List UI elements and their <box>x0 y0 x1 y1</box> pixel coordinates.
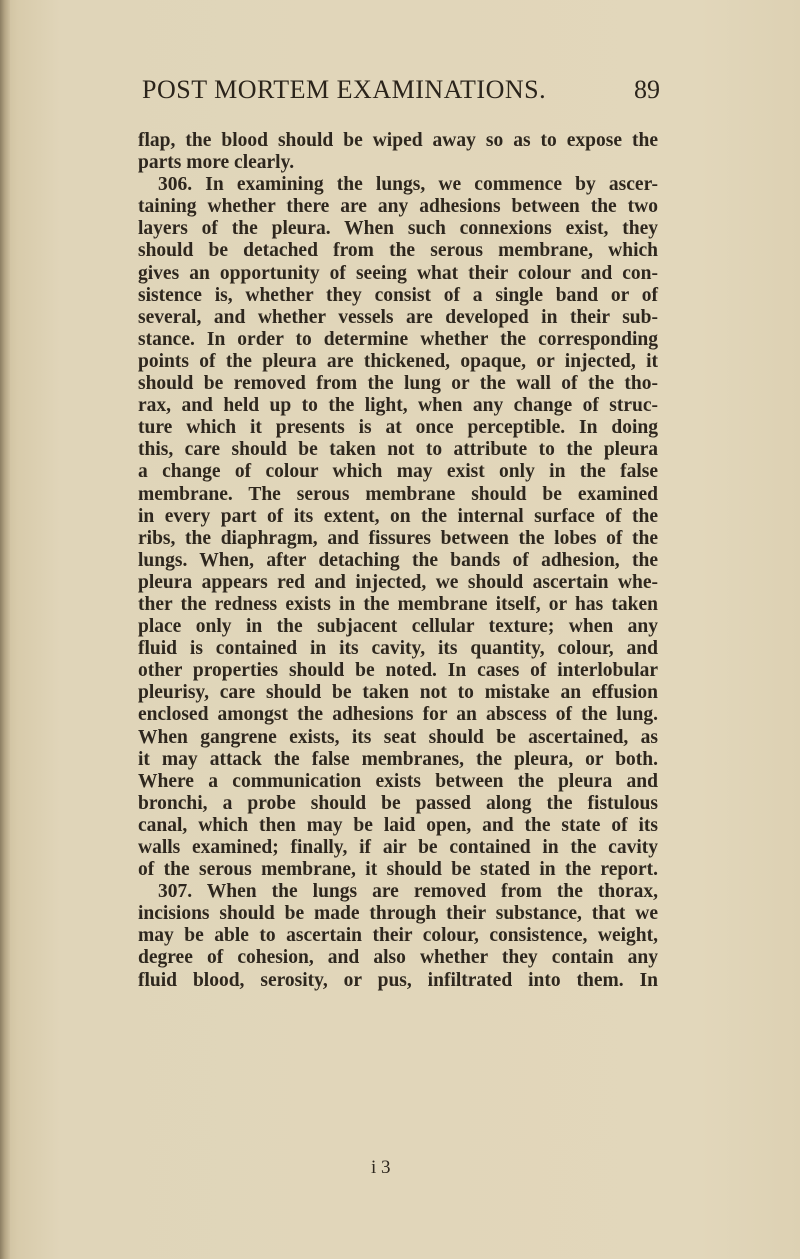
text-line: walls examined; finally, if air be contained in the cavity <box>138 837 658 858</box>
text-line: layers of the pleura. When such connexions exist, they <box>138 218 658 240</box>
text-line: a change of colour which may exist only in the false <box>138 461 658 483</box>
text-line: degree of cohesion, and also whether they contain any <box>138 947 658 969</box>
text-line: place only in the subjacent cellular texture; when any <box>138 616 658 638</box>
text-line: When gangrene exists, its seat should be ascertained, as <box>138 726 658 748</box>
text-line: parts more clearly. <box>138 152 295 174</box>
text-line: canal, which then may be laid open, and the state of its <box>138 814 658 836</box>
text-line: should be removed from the lung or the wall of the tho- <box>138 373 658 395</box>
text-line: ture which it presents is at once perceptible. In doing <box>138 417 658 439</box>
text-line: 307. When the lungs are removed from the thorax, <box>158 881 658 903</box>
text-line: this, care should be taken not to attribute to the pleura <box>138 439 658 461</box>
text-line: in every part of its extent, on the internal surface of the <box>138 505 658 527</box>
text-line: membrane. The serous membrane should be examined <box>138 483 658 505</box>
signature-mark: i 3 <box>371 1157 391 1178</box>
text-line: rax, and held up to the light, when any change of struc- <box>138 395 658 417</box>
text-line: 306. In examining the lungs, we commence by ascer- <box>158 174 658 196</box>
running-title: POST MORTEM EXAMINATIONS. <box>142 75 547 104</box>
text-line: lungs. When, after detaching the bands of adhesion, the <box>138 549 658 571</box>
text-line: stance. In order to determine whether the corresponding <box>138 328 658 350</box>
text-line: incisions should be made through their substance, that we <box>138 903 658 925</box>
text-line: sistence is, whether they consist of a single band or of <box>138 284 658 306</box>
text-body <box>138 130 658 992</box>
text-line: flap, the blood should be wiped away so as to expose the <box>138 130 658 151</box>
text-line: may be able to ascertain their colour, consistence, weight, <box>138 925 658 947</box>
text-line: Where a communication exists between the pleura and <box>138 770 658 792</box>
page-gutter <box>0 0 10 1259</box>
text-line: ther the redness exists in the membrane itself, or has taken <box>138 593 658 615</box>
text-line: pleura appears red and injected, we should ascertain whe- <box>138 571 658 593</box>
text-line: of the serous membrane, it should be stated in the report. <box>138 859 658 881</box>
text-line: should be detached from the serous membrane, which <box>138 240 658 262</box>
text-line: pleurisy, care should be taken not to mistake an effusion <box>138 682 658 704</box>
text-line: enclosed amongst the adhesions for an abscess of the lung. <box>138 704 658 726</box>
text-line: points of the pleura are thickened, opaque, or injected, it <box>138 350 658 372</box>
text-line: it may attack the false membranes, the pleura, or both. <box>138 748 658 770</box>
text-line: ribs, the diaphragm, and fissures between the lobes of the <box>138 527 658 549</box>
text-line: several, and whether vessels are developed in their sub- <box>138 306 658 328</box>
text-line: taining whether there are any adhesions between the two <box>138 196 658 218</box>
page-header <box>140 75 660 115</box>
text-line: fluid is contained in its cavity, its quantity, colour, and <box>138 638 658 660</box>
text-line: gives an opportunity of seeing what their colour and con- <box>138 262 658 284</box>
page-number: 89 <box>634 75 660 104</box>
text-line: other properties should be noted. In cases of interlobular <box>138 660 658 682</box>
text-line: bronchi, a probe should be passed along the fistulous <box>138 792 658 814</box>
text-line: fluid blood, serosity, or pus, infiltrated into them. In <box>138 969 658 991</box>
